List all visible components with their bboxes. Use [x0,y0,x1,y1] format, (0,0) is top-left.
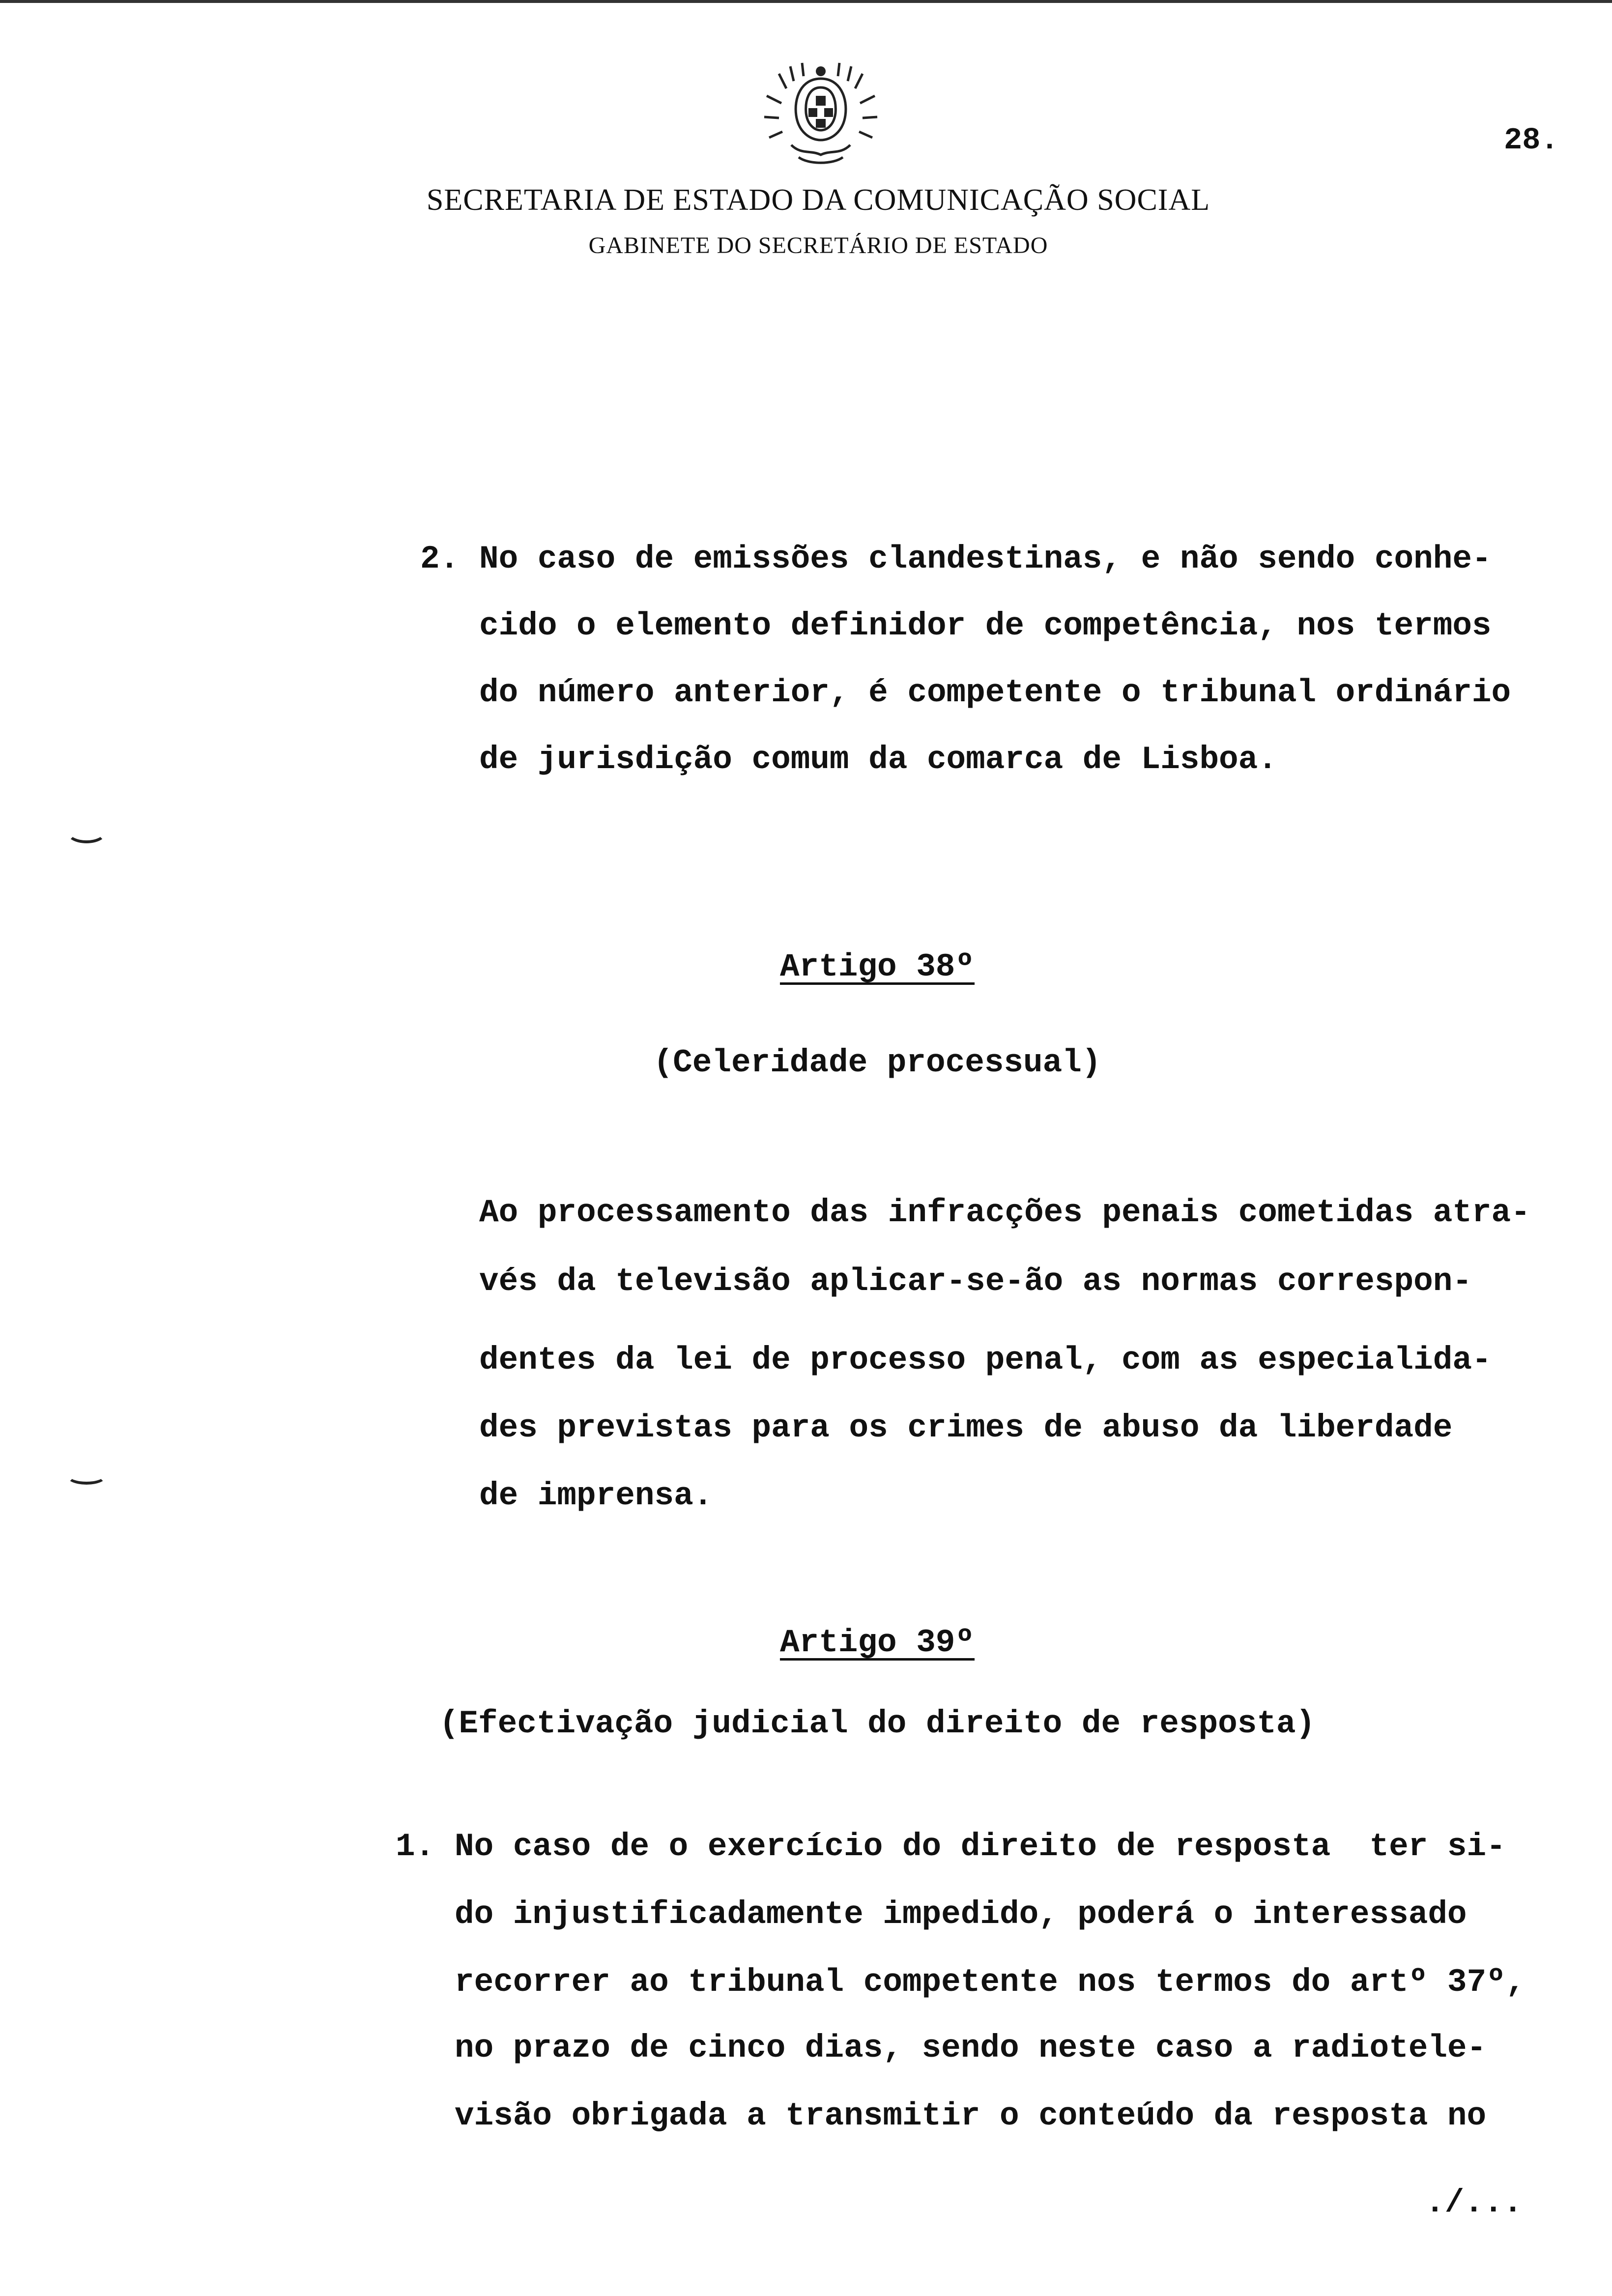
section-number: 2. [420,541,460,577]
article-heading [0,1624,1612,1661]
continuation-mark: ./... [1425,2184,1523,2221]
article-heading-text: Artigo 38º [779,948,975,985]
page-top-rule [0,0,1612,3]
article-heading-text: Artigo 39º [779,1624,975,1661]
paragraph-line: do injustificadamente impedido, poderá o interessado [455,1896,1467,1933]
scan-mark [66,1467,107,1485]
coat-of-arms-icon [747,59,894,167]
article-subheading: (Efectivação judicial do direito de resposta) [439,1705,1316,1742]
article-heading [0,948,1612,985]
header-title: SECRETARIA DE ESTADO DA COMUNICAÇÃO SOCIAL [426,183,1210,217]
paragraph-line: cido o elemento definidor de competência, nos termos [479,607,1492,644]
scan-mark [66,821,107,843]
paragraph-line: do número anterior, é competente o tribunal ordinário [479,674,1511,711]
paragraph-line: de imprensa. [479,1477,713,1514]
paragraph-line: Ao processamento das infracções penais cometidas atra- [479,1194,1530,1231]
paragraph-line: No caso de emissões clandestinas, e não sendo conhe- [479,541,1492,577]
item-number: 1. [396,1828,435,1865]
page-number: 28. [1504,123,1559,158]
paragraph-line: vés da televisão aplicar-se-ão as normas correspon- [479,1263,1472,1300]
header-subtitle: GABINETE DO SECRETÁRIO DE ESTADO [588,232,1048,258]
paragraph-line: recorrer ao tribunal competente nos termos do artº 37º, [455,1964,1526,2001]
paragraph-line: des previstas para os crimes de abuso da liberdade [479,1409,1453,1446]
article-subheading: (Celeridade processual) [653,1044,1101,1081]
paragraph-line: visão obrigada a transmitir o conteúdo da resposta no [455,2097,1487,2134]
paragraph-line: no prazo de cinco dias, sendo neste caso a radiotele- [455,2030,1487,2066]
paragraph-line: No caso de o exercício do direito de resposta ter si- [455,1828,1506,1865]
paragraph-line: de jurisdição comum da comarca de Lisboa. [479,741,1277,778]
paragraph-line: dentes da lei de processo penal, com as especialida- [479,1342,1492,1378]
